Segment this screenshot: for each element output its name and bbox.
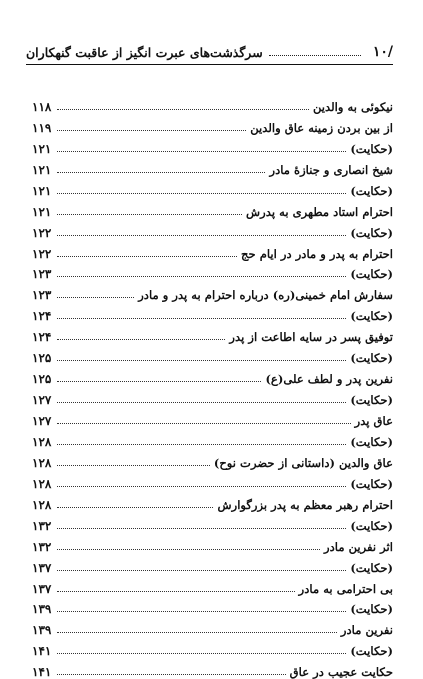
toc-leader-dots	[57, 486, 346, 487]
toc-entry-page-number: ۱۲۱	[32, 204, 52, 219]
toc-entry	[32, 386, 393, 407]
toc-entry-title: عاق والدین (داستانی از حضرت نوح)	[213, 455, 393, 470]
toc-leader-dots	[57, 235, 346, 236]
toc-leader-dots	[57, 109, 309, 110]
toc-entry-page-number: ۱۲۸	[32, 455, 52, 470]
toc-entry-title: نفرین مادر	[340, 623, 393, 638]
toc-entry	[32, 281, 393, 302]
toc-entry	[32, 261, 393, 282]
toc-entry-page-number: ۱۲۴	[32, 309, 52, 324]
toc-entry-page-number: ۱۲۲	[32, 225, 52, 240]
toc-entry-title: (حکایت)	[350, 560, 393, 575]
toc-entry-title: احترام استاد مطهری به پدرش	[246, 204, 393, 219]
toc-leader-dots	[57, 318, 346, 319]
toc-leader-dots	[57, 632, 337, 633]
toc-entry-title: اثر نفرین مادر	[324, 539, 393, 554]
toc-leader-dots	[57, 381, 261, 382]
running-header	[26, 34, 393, 60]
toc-leader-dots	[57, 570, 346, 571]
toc-leader-dots	[57, 276, 346, 277]
toc-leader-dots	[57, 591, 294, 592]
toc-entry-page-number: ۱۲۸	[32, 497, 52, 512]
toc-leader-dots	[57, 339, 225, 340]
toc-entry	[32, 554, 393, 575]
toc-entry-page-number: ۱۲۵	[32, 372, 52, 387]
toc-entry	[32, 323, 393, 344]
toc-entry-page-number: ۱۲۱	[32, 141, 52, 156]
toc-entry-title: احترام رهبر معظم به پدر بزرگوارش	[217, 497, 393, 512]
toc-entry-page-number: ۱۲۸	[32, 476, 52, 491]
toc-entry-page-number: ۱۳۷	[32, 560, 52, 575]
toc-entry	[32, 575, 393, 596]
toc-entry-page-number: ۱۴۱	[32, 665, 52, 679]
toc-entry-title: حکایت عجیب در عاق	[289, 665, 393, 679]
toc-entry-title: (حکایت)	[350, 141, 393, 156]
toc-entry	[32, 658, 393, 679]
toc-leader-dots	[57, 423, 350, 424]
toc-entry	[32, 344, 393, 365]
header-page-number: /۱۰	[372, 44, 393, 60]
toc-entry	[32, 637, 393, 658]
toc-leader-dots	[57, 130, 246, 131]
toc-entry-page-number: ۱۱۸	[32, 99, 52, 114]
toc-entry	[32, 302, 393, 323]
toc-entry	[32, 533, 393, 554]
toc-entry-page-number: ۱۲۷	[32, 393, 52, 408]
toc-entry	[32, 135, 393, 156]
toc-leader-dots	[57, 507, 213, 508]
toc-entry-page-number: ۱۲۷	[32, 414, 52, 428]
header-book-title: سرگذشت‌های عبرت انگیز از عاقبت گنهکاران	[26, 45, 263, 60]
toc-entry-page-number: ۱۳۹	[32, 602, 52, 617]
toc-entry-page-number: ۱۳۲	[32, 539, 52, 554]
toc-entry-title: توفیق پسر در سایه اطاعت از پدر	[229, 330, 393, 345]
toc-leader-dots	[57, 611, 346, 612]
toc-entry-title: (حکایت)	[350, 434, 393, 449]
toc-leader-dots	[57, 674, 285, 675]
toc-entry-page-number: ۱۳۹	[32, 623, 52, 638]
toc-entry-title: شیخ انصاری و جنازهٔ مادر	[269, 162, 393, 177]
header-rule	[26, 64, 393, 65]
toc-entry-page-number: ۱۲۴	[32, 330, 52, 345]
toc-entry	[32, 428, 393, 449]
toc-entry	[32, 407, 393, 428]
toc-leader-dots	[57, 402, 346, 403]
toc-entry-title: عاق پدر	[354, 414, 393, 428]
toc-entry-title: احترام به پدر و مادر در ایام حج	[241, 246, 393, 261]
toc-leader-dots	[57, 151, 346, 152]
toc-entry-page-number: ۱۱۹	[32, 120, 52, 135]
toc-entry-title: از بین بردن زمینه عاق والدین	[250, 120, 393, 135]
toc-leader-dots	[57, 193, 346, 194]
toc-entry-title: نیکوئی به والدین	[312, 99, 393, 114]
toc-entry-title: (حکایت)	[350, 476, 393, 491]
toc-entry-title: سفارش امام خمینی(ره) درباره احترام به پدر و مادر	[138, 288, 393, 303]
toc-entry	[32, 512, 393, 533]
toc-entry-page-number: ۱۲۱	[32, 162, 52, 177]
toc-entry-title: (حکایت)	[350, 351, 393, 366]
toc-entry	[32, 198, 393, 219]
toc-leader-dots	[57, 444, 346, 445]
toc-leader-dots	[57, 528, 346, 529]
toc-leader-dots	[57, 297, 134, 298]
toc-leader-dots	[57, 172, 265, 173]
toc-entry-page-number: ۱۳۲	[32, 518, 52, 533]
toc-leader-dots	[57, 214, 242, 215]
toc-entry-title: (حکایت)	[350, 267, 393, 282]
toc-entry	[32, 177, 393, 198]
header-leader-dots	[269, 55, 361, 56]
toc-entry-title: (حکایت)	[350, 225, 393, 240]
toc-entry	[32, 470, 393, 491]
toc-entry	[32, 219, 393, 240]
toc-leader-dots	[57, 465, 209, 466]
toc-entry	[32, 156, 393, 177]
toc-entry	[32, 93, 393, 114]
toc-entry-page-number: ۱۲۲	[32, 246, 52, 261]
toc-entry	[32, 240, 393, 261]
toc-entry-title: (حکایت)	[350, 183, 393, 198]
toc-entry	[32, 365, 393, 386]
toc-entry-title: (حکایت)	[350, 602, 393, 617]
toc-entry-title: (حکایت)	[350, 393, 393, 408]
toc-entry-title: (حکایت)	[350, 644, 393, 659]
toc-leader-dots	[57, 256, 237, 257]
toc-entry	[32, 114, 393, 135]
toc-entry-page-number: ۱۲۵	[32, 351, 52, 366]
toc-entry-title: (حکایت)	[350, 309, 393, 324]
toc-entry	[32, 616, 393, 637]
toc-entry-title: (حکایت)	[350, 518, 393, 533]
toc-entry	[32, 596, 393, 617]
toc-entry-page-number: ۱۲۳	[32, 267, 52, 282]
toc-entry-page-number: ۱۲۸	[32, 434, 52, 449]
toc-entry-title: بی احترامی به مادر	[298, 581, 393, 596]
toc-entry-page-number: ۱۴۱	[32, 644, 52, 659]
toc-entry-title: نفرین پدر و لطف علی(ع)	[265, 372, 393, 387]
toc-leader-dots	[57, 653, 346, 654]
table-of-contents	[32, 93, 393, 679]
toc-entry-page-number: ۱۳۷	[32, 581, 52, 596]
toc-leader-dots	[57, 360, 346, 361]
toc-entry	[32, 449, 393, 470]
toc-leader-dots	[57, 549, 320, 550]
toc-entry	[32, 491, 393, 512]
toc-entry-page-number: ۱۲۳	[32, 288, 52, 303]
toc-entry-page-number: ۱۲۱	[32, 183, 52, 198]
